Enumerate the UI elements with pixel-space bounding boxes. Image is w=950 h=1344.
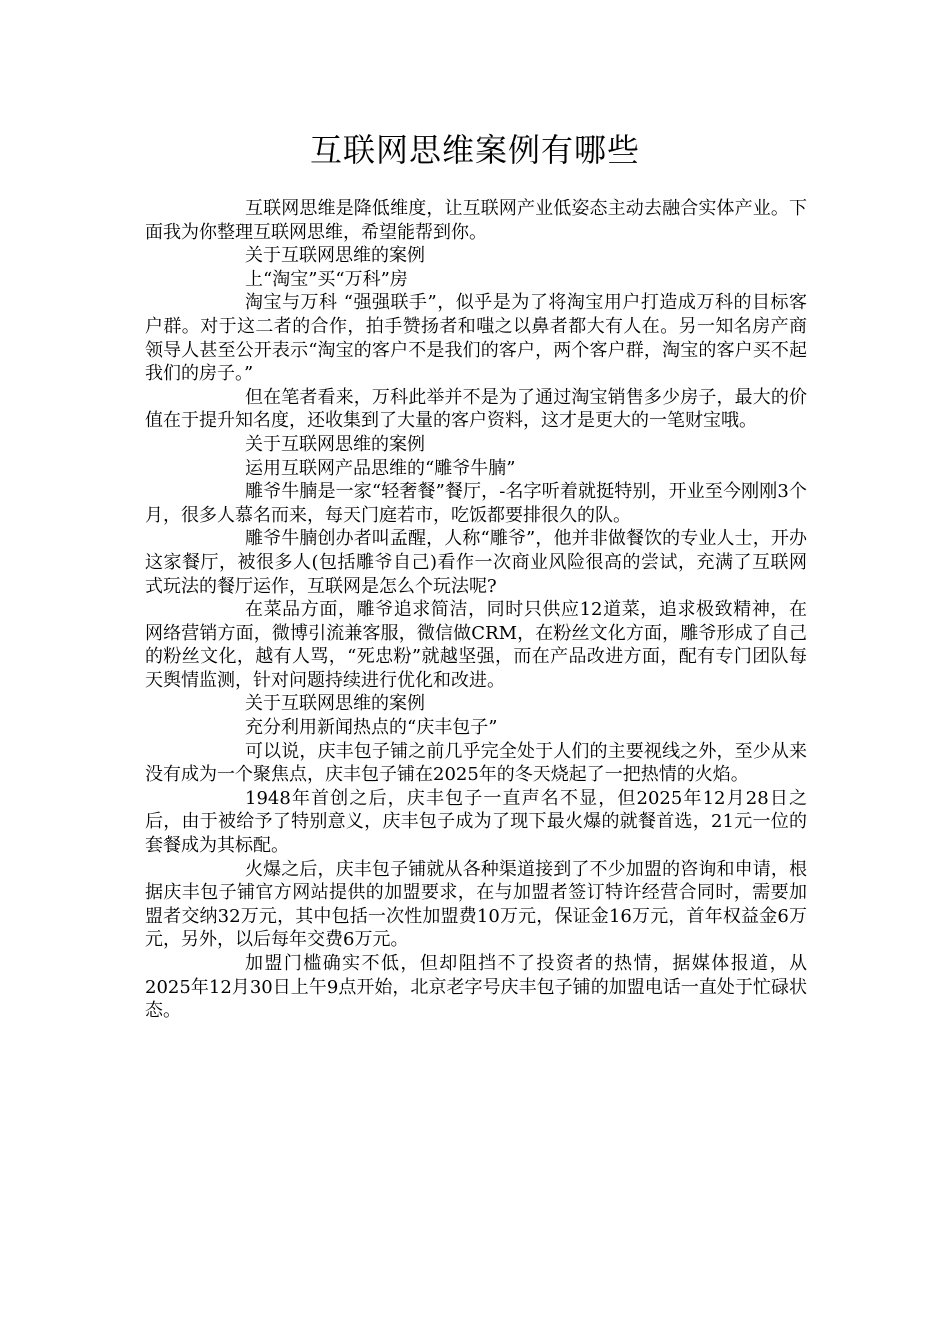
paragraph: 1948年首创之后，庆丰包子一直声名不显，但2025年12月28日之后，由于被给予了特别意义，庆丰包子成为了现下最火爆的就餐首选，21元一位的套餐成为其标配。 <box>145 787 807 857</box>
paragraph: 雕爷牛腩是一家“轻奢餐”餐厅，-名字听着就挺特别，开业至今刚刚3个月，很多人慕名而来，每天门庭若市，吃饭都要排很久的队。 <box>145 481 807 526</box>
case-title-taobao-vanke: 上“淘宝”买“万科”房 <box>245 268 408 290</box>
paragraph: 在菜品方面，雕爷追求简洁，同时只供应12道菜，追求极致精神，在网络营销方面，微博引流兼客服，微信做CRM，在粉丝文化方面，雕爷形成了自己的粉丝文化，越有人骂，“死忠粉”就越坚强，而在产品改进方面，配有专门团队每天舆情监测，针对问题持续进行优化和改进。 <box>145 599 807 691</box>
paragraph: 加盟门槛确实不低，但却阻挡不了投资者的热情，据媒体报道，从2025年12月30日上午9点开始，北京老字号庆丰包子铺的加盟电话一直处于忙碌状态。 <box>145 953 807 1022</box>
document-title: 互联网思维案例有哪些 <box>309 131 640 169</box>
case-title-qingfeng: 充分利用新闻热点的“庆丰包子” <box>245 717 498 739</box>
case-title-diaoye: 运用互联网产品思维的“雕爷牛腩” <box>245 457 516 479</box>
paragraph: 淘宝与万科 “强强联手”，似乎是为了将淘宝用户打造成万科的目标客户群。对于这二者的合作，拍手赞扬者和嗤之以鼻者都大有人在。另一知名房产商领导人甚至公开表示“淘宝的客户不是我们的客户，两个客户群，淘宝的客户买不起我们的房子。” <box>145 292 807 385</box>
paragraph: 火爆之后，庆丰包子铺就从各种渠道接到了不少加盟的咨询和申请，根据庆丰包子铺官方网站提供的加盟要求，在与加盟者签订特许经营合同时，需要加盟者交纳32万元，其中包括一次性加盟费10万元，保证金16万元，首年权益金6万元，另外，以后每年交费6万元。 <box>145 858 807 951</box>
paragraph: 可以说，庆丰包子铺之前几乎完全处于人们的主要视线之外，至少从来没有成为一个聚焦点，庆丰包子铺在2025年的冬天烧起了一把热情的火焰。 <box>145 740 807 786</box>
section-heading-1: 关于互联网思维的案例 <box>245 245 425 267</box>
paragraph: 但在笔者看来，万科此举并不是为了通过淘宝销售多少房子，最大的价值在于提升知名度，还收集到了大量的客户资料，这才是更大的一笔财宝哦。 <box>145 386 807 432</box>
paragraph: 雕爷牛腩创办者叫孟醒，人称“雕爷”，他并非做餐饮的专业人士，开办这家餐厅，被很多人(包括雕爷自己)看作一次商业风险很高的尝试，充满了互联网式玩法的餐厅运作，互联网是怎么个玩法呢? <box>145 528 807 597</box>
document-body <box>145 197 807 1023</box>
section-heading-2: 关于互联网思维的案例 <box>245 433 425 455</box>
paragraph-intro: 互联网思维是降低维度，让互联网产业低姿态主动去融合实体产业。下面我为你整理互联网思维，希望能帮到你。 <box>145 198 807 243</box>
section-heading-3: 关于互联网思维的案例 <box>245 693 425 715</box>
